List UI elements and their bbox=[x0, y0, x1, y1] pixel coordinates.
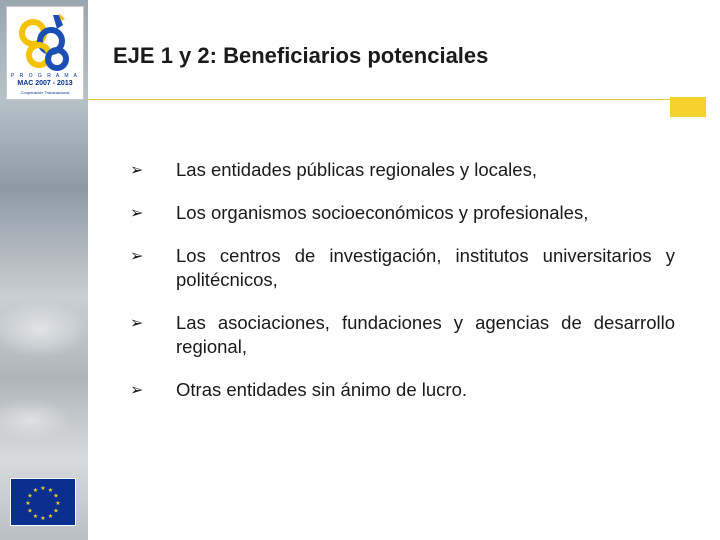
bullet-item bbox=[130, 311, 675, 359]
arrow-bullet-icon: ➢ bbox=[130, 203, 144, 222]
slide-title: EJE 1 y 2: Beneficiarios potenciales bbox=[113, 43, 489, 68]
logo-program-label: P R O G R A M A bbox=[11, 73, 79, 79]
bullet-list bbox=[130, 158, 675, 421]
logo-cooperation-label: Cooperación Transnacional bbox=[20, 90, 70, 95]
svg-text:★: ★ bbox=[25, 500, 31, 507]
svg-text:★: ★ bbox=[27, 492, 33, 500]
title-underline bbox=[88, 99, 682, 100]
bullet-text: Otras entidades sin ánimo de lucro. bbox=[176, 379, 468, 400]
svg-text:★: ★ bbox=[47, 513, 54, 520]
bullet-text: Los centros de investigación, institutos universitarios y politécnicos, bbox=[176, 245, 675, 290]
svg-text:★: ★ bbox=[53, 507, 59, 515]
bullet-text: Los organismos socioeconómicos y profesionales, bbox=[176, 202, 589, 223]
svg-text:★: ★ bbox=[40, 515, 46, 522]
arrow-bullet-icon: ➢ bbox=[130, 160, 144, 179]
svg-text:★: ★ bbox=[40, 485, 46, 492]
side-photo-strip bbox=[0, 0, 88, 540]
svg-text:★: ★ bbox=[53, 492, 59, 500]
program-logo bbox=[6, 6, 84, 100]
title-accent-bar bbox=[670, 97, 706, 117]
mac-logo-icon bbox=[15, 11, 75, 73]
eu-flag-icon bbox=[10, 478, 76, 526]
svg-text:★: ★ bbox=[55, 500, 61, 507]
svg-text:★: ★ bbox=[32, 487, 39, 494]
bullet-item bbox=[130, 201, 675, 225]
svg-text:★: ★ bbox=[32, 513, 39, 520]
bullet-item bbox=[130, 158, 675, 182]
bullet-text: Las asociaciones, fundaciones y agencias de desarrollo regional, bbox=[176, 312, 675, 357]
bullet-text: Las entidades públicas regionales y locales, bbox=[176, 159, 537, 180]
svg-text:★: ★ bbox=[47, 487, 54, 494]
logo-mac-label: MAC 2007 - 2013 bbox=[17, 80, 73, 87]
arrow-bullet-icon: ➢ bbox=[130, 313, 144, 332]
bullet-item bbox=[130, 244, 675, 292]
arrow-bullet-icon: ➢ bbox=[130, 246, 144, 265]
svg-text:★: ★ bbox=[27, 507, 33, 515]
arrow-bullet-icon: ➢ bbox=[130, 380, 144, 399]
bullet-item bbox=[130, 378, 675, 402]
